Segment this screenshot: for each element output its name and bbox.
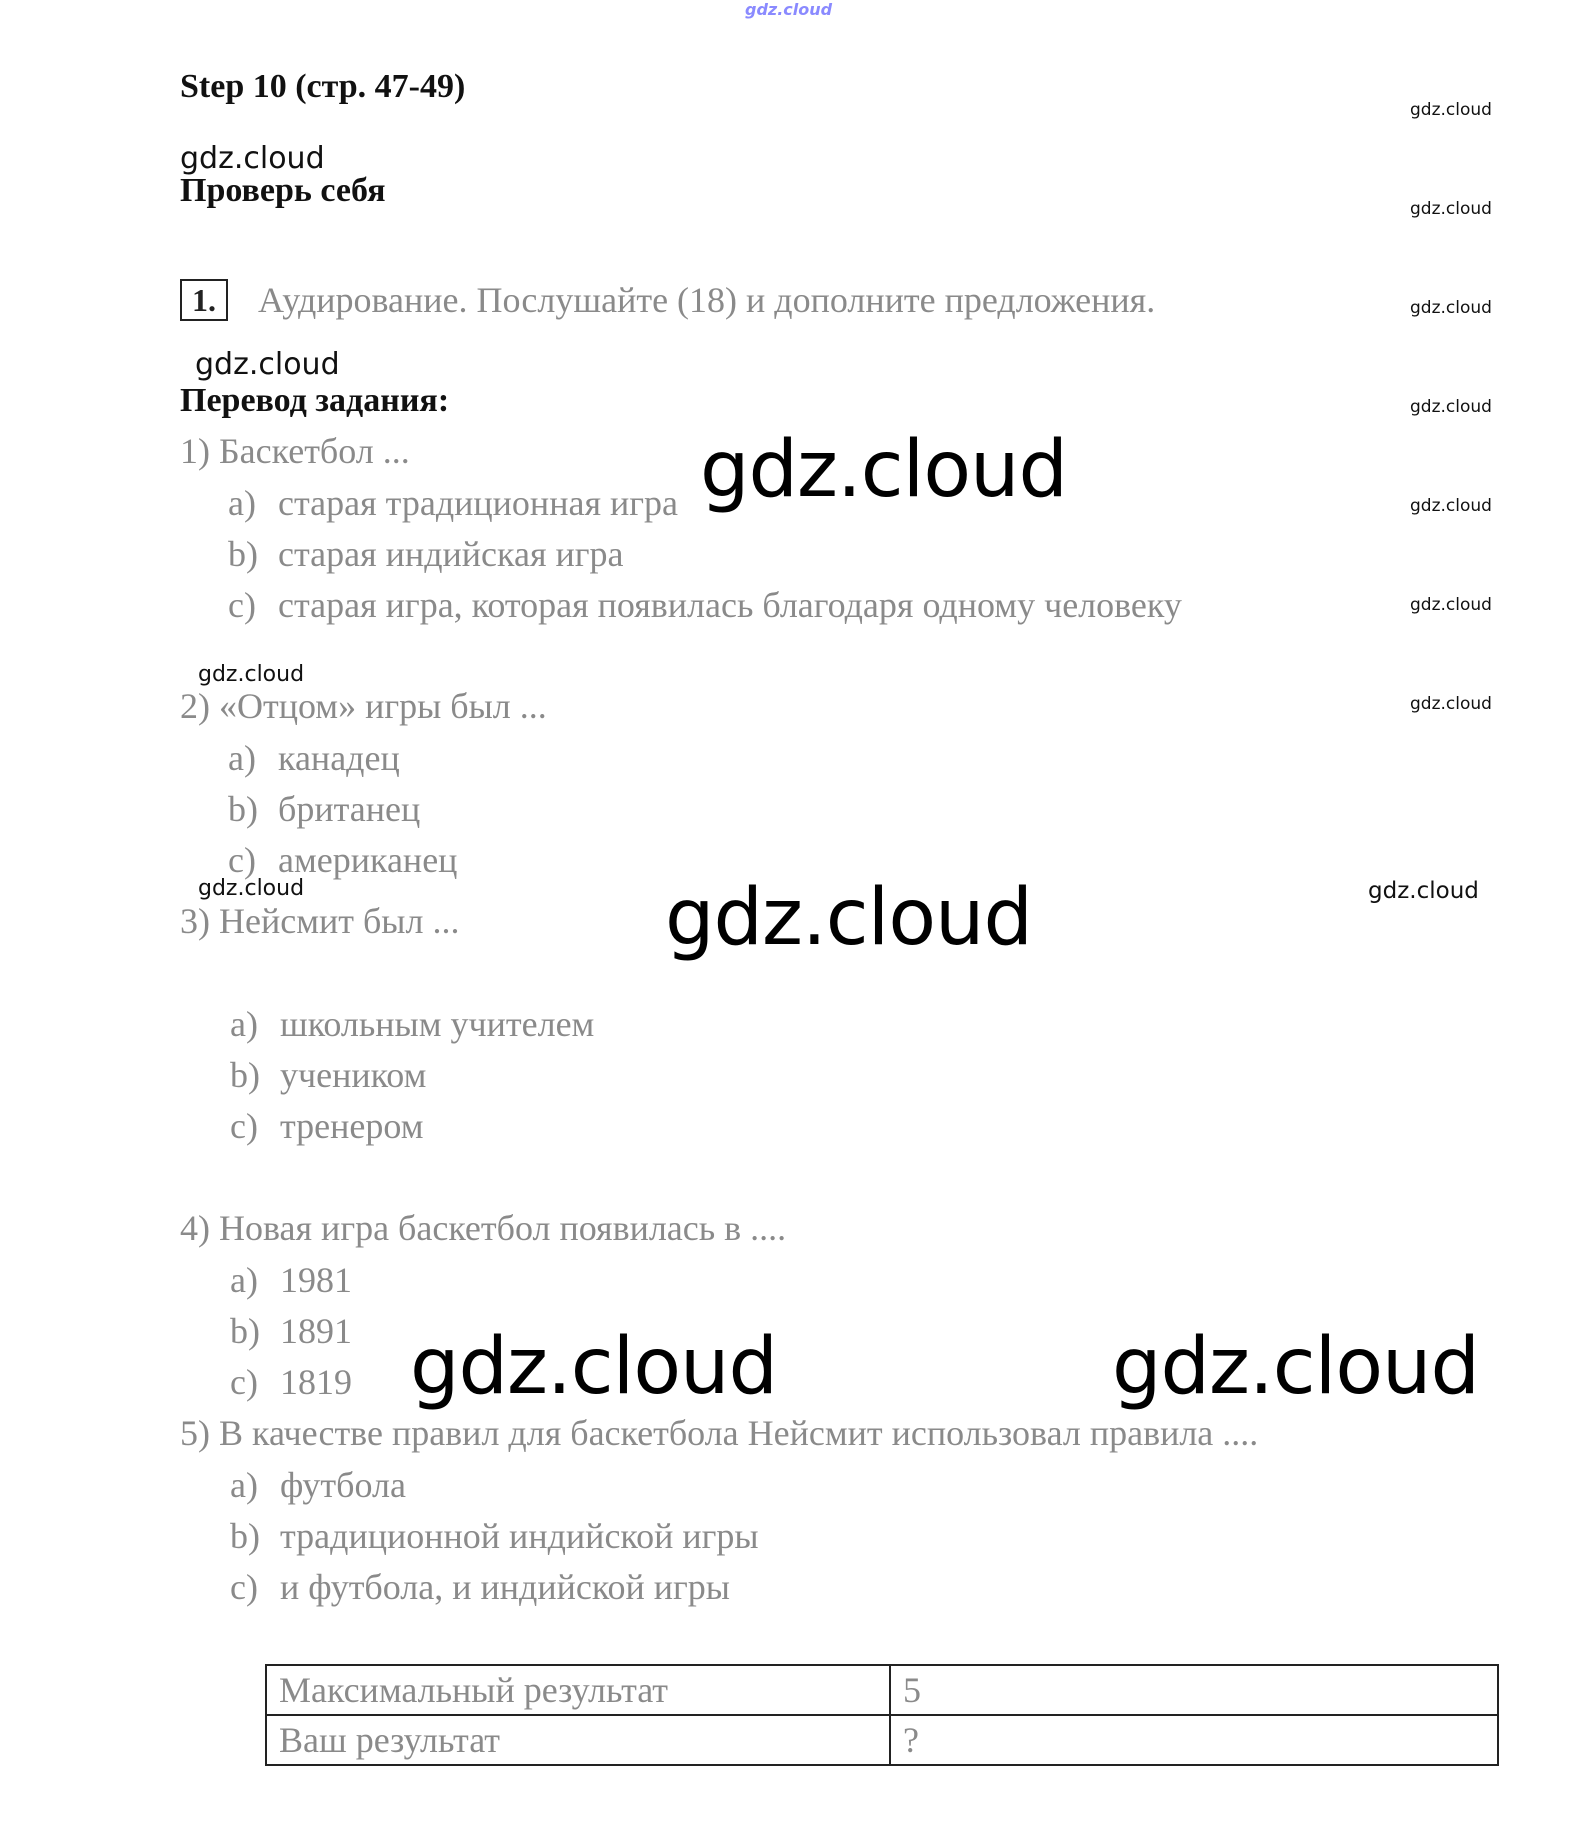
- question-4: 4) Новая игра баскетбол появилась в ....: [180, 1208, 787, 1248]
- question-option: b) 1891: [230, 1311, 352, 1351]
- table-cell-value: ?: [890, 1715, 1498, 1765]
- watermark-inline: gdz.cloud: [180, 141, 325, 176]
- watermark-right: gdz.cloud: [1410, 694, 1492, 714]
- question-option: a) старая традиционная игра: [228, 483, 679, 523]
- watermark-inline: gdz.cloud: [198, 876, 305, 901]
- question-option: b) старая индийская игра: [228, 534, 624, 574]
- task-instruction: Аудирование. Послушайте (18) и дополните предложения.: [258, 280, 1156, 320]
- result-table: [265, 1664, 1499, 1766]
- watermark-inline: gdz.cloud: [198, 662, 305, 687]
- watermark-right: gdz.cloud: [1410, 298, 1492, 318]
- watermark-large: gdz.cloud: [665, 873, 1032, 963]
- table-cell-label: Максимальный результат: [266, 1665, 890, 1715]
- question-option: b) традиционной индийской игры: [230, 1516, 759, 1556]
- question-option: c) старая игра, которая появилась благодаря одному человеку: [228, 585, 1182, 625]
- watermark-right: gdz.cloud: [1368, 878, 1479, 904]
- watermark-right: gdz.cloud: [1410, 199, 1492, 219]
- watermark-large: gdz.cloud: [410, 1322, 777, 1412]
- question-option: a) 1981: [230, 1260, 352, 1300]
- question-2: 2) «Отцом» игры был ...: [180, 686, 547, 726]
- watermark-inline: gdz.cloud: [195, 347, 340, 382]
- watermark-right: gdz.cloud: [1410, 100, 1492, 120]
- question-option: c) и футбола, и индийской игры: [230, 1567, 730, 1607]
- question-option: a) футбола: [230, 1465, 406, 1505]
- question-option: c) тренером: [230, 1106, 424, 1146]
- question-3: 3) Нейсмит был ...: [180, 901, 460, 941]
- table-row: [266, 1665, 1498, 1715]
- watermark-top: gdz.cloud: [745, 0, 833, 19]
- question-option: a) школьным учителем: [230, 1004, 595, 1044]
- watermark-large: gdz.cloud: [1112, 1322, 1479, 1412]
- question-option: a) канадец: [228, 738, 400, 778]
- watermark-right: gdz.cloud: [1410, 496, 1492, 516]
- question-option: c) 1819: [230, 1362, 352, 1402]
- watermark-right: gdz.cloud: [1410, 397, 1492, 417]
- section-title: Перевод задания:: [180, 382, 450, 419]
- table-row: [266, 1715, 1498, 1765]
- table-cell-value: 5: [890, 1665, 1498, 1715]
- question-option: b) учеником: [230, 1055, 427, 1095]
- question-1: 1) Баскетбол ...: [180, 431, 410, 471]
- watermark-large: gdz.cloud: [700, 425, 1067, 515]
- page-subtitle: Проверь себя: [180, 172, 386, 209]
- task-number-box: 1.: [180, 279, 228, 321]
- table-cell-label: Ваш результат: [266, 1715, 890, 1765]
- question-option: c) американец: [228, 840, 458, 880]
- page-title: Step 10 (стр. 47-49): [180, 68, 466, 105]
- question-option: b) британец: [228, 789, 421, 829]
- question-5: 5) В качестве правил для баскетбола Нейсмит использовал правила ....: [180, 1413, 1259, 1453]
- watermark-right: gdz.cloud: [1410, 595, 1492, 615]
